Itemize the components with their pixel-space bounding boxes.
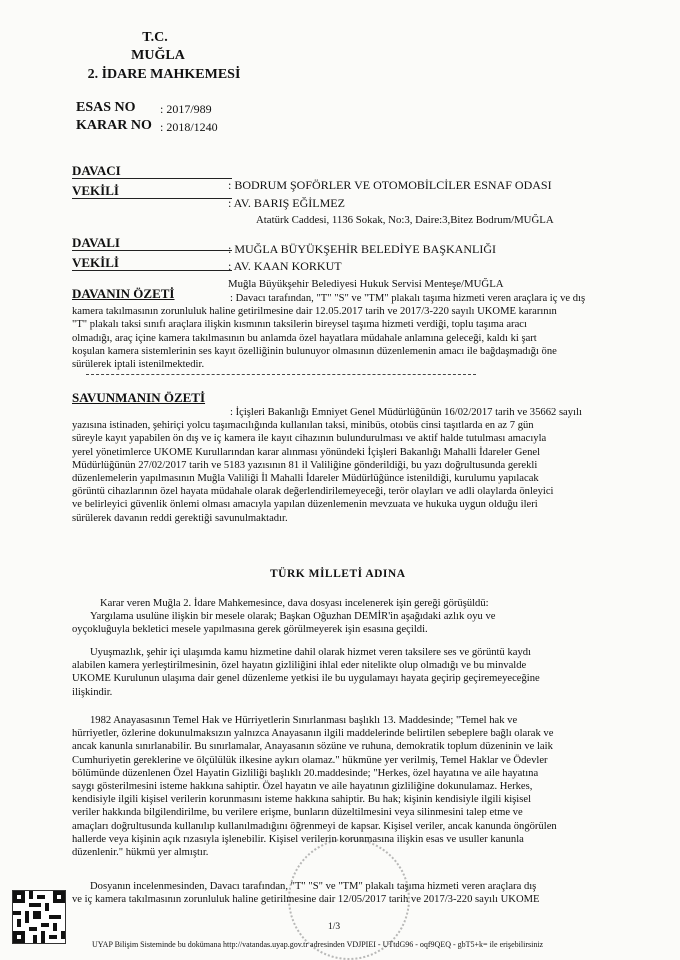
body-line: ve iç kamera takılmasının zorunluluk haline getirilmesine dair 12/05/2017 tarih ve 2017/3-220 sayılı UKOME	[72, 894, 540, 906]
body-line: Dosyanın incelenmesinden, Davacı tarafından, "T" "S" ve "TM" plakalı taşıma hizmeti veren araçlara dış	[90, 881, 537, 892]
savunmanin-ozeti-line: yazısına istinaden, şehiriçi yolcu taşımacılığında kullanılan taksi, minibüs, otobüs cinsi taşıtlarda en az 7 gün	[72, 420, 534, 432]
header-tc: T.C.	[142, 30, 168, 45]
decision-title: TÜRK MİLLETİ ADINA	[270, 568, 406, 580]
savunmanin-ozeti-line: : İçişleri Bakanlığı Emniyet Genel Müdürlüğünün 16/02/2017 tarih ve 35662 sayılı	[230, 407, 582, 418]
davaci-label: DAVACI	[72, 163, 121, 178]
body-line: düzenlenir." hükmü yer almıştır.	[72, 847, 209, 859]
savunmanin-ozeti-line: süreyle kayıt yapabilen ön dış ve iç kamera ile kayıt cihazının bulundurulması ve aktif halde tutulması amacıyla	[72, 433, 547, 445]
body-line: saygı gösterilmesini isteme hakkına sahiptir. Özel hayatın ve aile hayatının gizliliğine dokunulamaz. Herkes,	[72, 781, 533, 793]
davanin-ozeti-line: kamera takılmasının zorunluluk haline getirilmesine dair 12.05.2017 tarih ve 2017/3-220 sayılı UKOME kararının	[72, 306, 557, 318]
davanin-ozeti-line: koşulan kamera sistemlerinin ses kayıt özelliğinin bulunuyor olmasının düzenlemenin amacı ile bağdaşmadığı öne	[72, 345, 557, 357]
davali-value: : MUĞLA BÜYÜKŞEHİR BELEDİYE BAŞKANLIĞI	[228, 242, 496, 256]
vekili2-row	[72, 254, 232, 271]
savunmanin-ozeti-line: yerel yönetimlerce UKOME Kurullarından karar alınması yönündeki İçişleri Bakanlığı Mahalli İdareler Genel	[72, 446, 541, 458]
body-line: Cumhuriyetin gereklerine ve ölçülülük ilkesine aykırı olamaz." hükmüne yer verilmiş, Temel Haklar ve Ödevler	[72, 754, 548, 766]
davanin-ozeti-label: DAVANIN ÖZETİ	[72, 286, 175, 301]
body-line: ancak kanunla sınırlanabilir. Bu sınırlamalar, Anayasanın sözüne ve ruhuna, demokratik toplum düzeninin ve laik	[72, 741, 553, 753]
qr-code-svg	[13, 891, 65, 943]
body-line: veriler hakkında bilgilendirilme, bu verilere erişme, bunların düzeltilmesini veya silinmesini talep etme ve	[72, 807, 523, 819]
body-line: bölümünde düzenlenen Özel Hayatin Gizliliği başlıklı 20.maddesinde; "Herkes, özel hayatına ve aile hayatına	[72, 767, 539, 779]
body-line: Karar veren Muğla 2. İdare Mahkemesince, dava dosyası incelenerek işin gereği görüşüldü:	[100, 598, 489, 609]
header-city: MUĞLA	[131, 48, 185, 63]
davanin-ozeti-text	[72, 292, 642, 371]
footer-line: UYAP Bilişim Sisteminde bu dokümana http://vatandas.uyap.gov.tr adresinden VDJPIEI - UTtdG96 - oqf9QEQ - gbT5+k= ile erişebilirsiniz	[92, 940, 544, 949]
body-paragraph-2	[72, 646, 642, 699]
body-line: hürriyetler, özlerine dokunulmaksızın yalnızca Anayasanın ilgili maddelerinde belirtilen sebeplere bağlı olarak ve	[72, 728, 554, 740]
vekili2-value: : AV. KAAN KORKUT	[228, 259, 342, 273]
vekili1-label: VEKİLİ	[72, 183, 119, 198]
vekili1-value: : AV. BARIŞ EĞİLMEZ	[228, 196, 345, 210]
vekili1-address: Atatürk Caddesi, 1136 Sokak, No:3, Daire:3,Bitez Bodrum/MUĞLA	[256, 214, 554, 226]
body-paragraph-1	[72, 597, 642, 637]
body-paragraph-3	[72, 714, 642, 859]
davanin-ozeti-line: "T" plakalı taksi sınıfı araçlara ilişkin kısmının taksilerin bireysel taşıma hizmeti verdiği, toplu taşıma aracı	[72, 319, 527, 331]
savunmanin-ozeti-line: düzenlemelerin yapılmasının Muğla Valiliği İl Mahalli İdareler Müdürlüğünce istenildiği, kurulumu yapılacak	[72, 473, 539, 485]
vekili2-address: Muğla Büyükşehir Belediyesi Hukuk Servisi Menteşe/MUĞLA	[228, 278, 504, 290]
davaci-value: : BODRUM ŞOFÖRLER VE OTOMOBİLCİLER ESNAF ODASI	[228, 178, 552, 192]
body-line: UKOME Kurulunun ulaşıma dair genel düzenleme yetkisi ile bu uygulamayı hayata geçirip geçiremeyeceğine	[72, 673, 540, 685]
body-line: 1982 Anayasasının Temel Hak ve Hürriyetlerin Sınırlanması başlıklı 13. Maddesinde; "Temel hak ve	[90, 715, 518, 726]
davali-row	[72, 234, 232, 251]
body-line: amaçları doğrultusunda kullanılıp kullanılmadığını öğrenmeyi de kapsar. Kişisel veriler, ancak kanunda öngörülen	[72, 820, 557, 832]
body-line: oyçokluğuyla bekletici mesele yapılmasına gerek görülmeyerek işin esasına geçildi.	[72, 624, 428, 636]
savunmanin-ozeti-line: sürülerek davanın reddi gerektiği savunulmaktadır.	[72, 512, 288, 524]
vekili2-label: VEKİLİ	[72, 255, 119, 270]
body-line: ilişkindir.	[72, 686, 113, 698]
body-line: Yargılama usulüne ilişkin bir mesele olarak; Başkan Oğuzhan DEMİR'in aşağıdaki azlık oyu ve	[90, 611, 496, 623]
davanin-ozeti-line: olmadığı, araç içine kamera takılmasının bu anlamda özel hayatlara müdahale anlamına geleceği, kaldı ki şart	[72, 332, 537, 344]
esas-value: : 2017/989	[160, 102, 212, 116]
savunmanin-ozeti-text	[72, 406, 642, 525]
karar-value: : 2018/1240	[160, 120, 218, 134]
davali-label: DAVALI	[72, 235, 120, 250]
esas-label: ESAS NO	[76, 100, 136, 115]
karar-label: KARAR NO	[76, 118, 152, 133]
header-court: 2. İDARE MAHKEMESİ	[87, 67, 241, 82]
divider-line	[86, 374, 476, 375]
body-line: alabilen kamera yerleştirilmesinin, özel hayatın gizliliğini ihlal eder nitelikte olup olmadığı ve bu minvalde	[72, 660, 527, 672]
davanin-ozeti-line: sürülerek iptali istenilmektedir.	[72, 359, 205, 371]
savunmanin-ozeti-line: Müdürlüğünün 27/02/2017 tarih ve 5183 yazısının 81 il Valiliğine gönderildiği, bu yazı doğrultusunda gerekli	[72, 459, 538, 471]
body-line: Uyuşmazlık, şehir içi ulaşımda kamu hizmetine dahil olarak hizmet veren taksilere ses ve görüntü kaydı	[90, 647, 531, 658]
body-line: kendisiyle ilgili kişisel verilerin korunmasını isteme hakkına sahiptir. Bu hak; kişinin kendisiyle ilgili kişisel	[72, 794, 532, 806]
davaci-row	[72, 162, 232, 179]
davanin-ozeti-line: : Davacı tarafından, "T" "S" ve "TM" plakalı taşıma hizmeti veren araçlara iç ve dış	[230, 293, 586, 304]
page-number: 1/3	[328, 922, 341, 932]
savunmanin-ozeti-label: SAVUNMANIN ÖZETİ	[72, 390, 206, 405]
vekili1-row	[72, 182, 232, 199]
savunmanin-ozeti-line: görüntü cihazlarının özel hayata müdahale olarak değerlendirilemeyeceği, terör olayları ve adli olaylarda önleyici	[72, 486, 554, 498]
savunmanin-ozeti-line: ve belirleyici güvenlik önlemi olması amacıyla yapılan düzenlemenin mevzuata ve hukuka uygun olduğu ileri	[72, 499, 538, 511]
qr-code-icon	[12, 890, 66, 944]
body-line: hallerde veya kişinin açık rızasıyla işlenebilir. Kişisel verilerin korunmasına ilişkin esas ve usuller kanunla	[72, 833, 524, 845]
